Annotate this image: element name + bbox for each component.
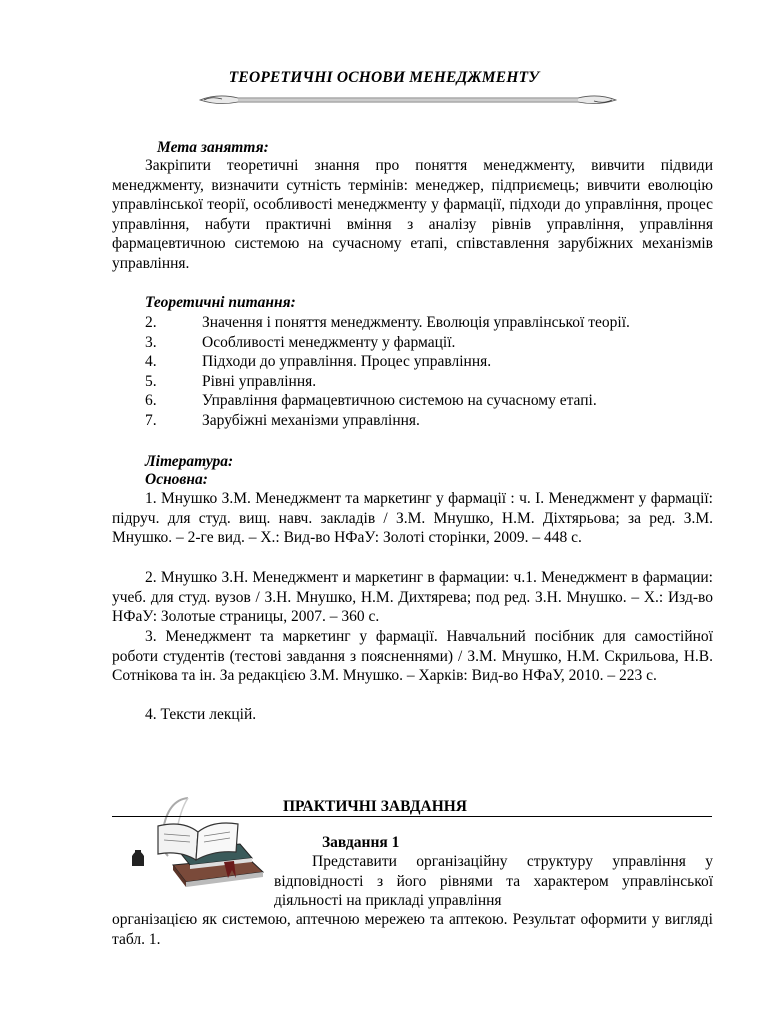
item-text: Зарубіжні механізми управління.	[202, 411, 420, 429]
item-number: 5.	[145, 372, 157, 390]
literature-label: Література:	[145, 453, 234, 470]
item-text: Значення і поняття менеджменту. Еволюція управлінської теорії.	[202, 314, 630, 331]
item-number: 4.	[145, 353, 157, 370]
item-text: Рівні управління.	[202, 372, 317, 390]
basic-literature-label: Основна:	[145, 471, 208, 488]
item-text: Підходи до управління. Процес управління.	[202, 353, 492, 370]
reference-3: 3. Менеджмент та маркетинг у фармації. Навчальний посібник для самостійної роботи студентів (тестові завдання з поясненнями) / З.М. Мнушко, Н.М. Скрильова, Н.В. Сотнікова та ін. За редакцією З.М. Мнушко. – Харків: Вид-во НФаУ, 2010. – 223 с.	[112, 628, 713, 684]
item-text: Особливості менеджменту у фармації.	[202, 333, 456, 351]
section-divider-line	[112, 816, 712, 817]
item-number: 2.	[145, 314, 157, 331]
item-number: 7.	[145, 411, 157, 429]
reference-4: 4. Тексти лекцій.	[145, 706, 257, 723]
goal-text: Закріпити теоретичні знання про поняття менеджменту, вивчити підвиди менеджменту, визначити сутність термінів: менеджер, підприємець; вивчити еволюцію управлінської теорії, особливості менеджменту у фармації, підходи до управління, процес управління, набути практичні вміння з аналізу рівнів управління, управління фармацевтичною системою на сучасному етапі, співставлення зарубіжних механізмів управління.	[112, 157, 713, 272]
page-title: ТЕОРЕТИЧНІ ОСНОВИ МЕНЕДЖМЕНТУ	[228, 69, 540, 86]
task-title: Завдання 1	[322, 834, 400, 851]
item-text: Управління фармацевтичною системою на сучасному етапі.	[202, 392, 597, 409]
item-number: 6.	[145, 392, 157, 409]
books-quill-icon	[128, 790, 268, 890]
questions-label: Теоретичні питання:	[145, 294, 296, 311]
goal-label: Мета заняття:	[157, 139, 269, 156]
task-text-part1: Представити організаційну структуру управління у відповідності з його рівнями та характером управлінської діяльності на прикладі управління	[274, 853, 713, 909]
reference-2: 2. Мнушко З.Н. Менеджмент и маркетинг в фармации: ч.1. Менеджмент в фармации: учеб. для студ. вузов / З.Н. Мнушко, Н.М. Дихтярева; под ред. З.Н. Мнушко. – Х.: Изд-во НФаУ: Золотые страницы, 2007. – 360 с.	[112, 569, 713, 625]
task-text-part2: організацією як системою, аптечною мережею та аптекою. Результат оформити у вигляді табл. 1.	[112, 911, 713, 948]
item-number: 3.	[145, 333, 157, 351]
ornamental-divider-icon	[198, 92, 618, 108]
reference-1: 1. Мнушко З.М. Менеджмент та маркетинг у фармації : ч. I. Менеджмент у фармації: підруч. для студ. вищ. навч. закладів / З.М. Мнушко, Н.М. Діхтярьова; за ред. З.М. Мнушко. – 2-ге вид. – Х.: Вид-во НФаУ: Золоті сторінки, 2009. – 448 с.	[112, 490, 713, 546]
practical-tasks-title: ПРАКТИЧНІ ЗАВДАННЯ	[283, 798, 467, 815]
